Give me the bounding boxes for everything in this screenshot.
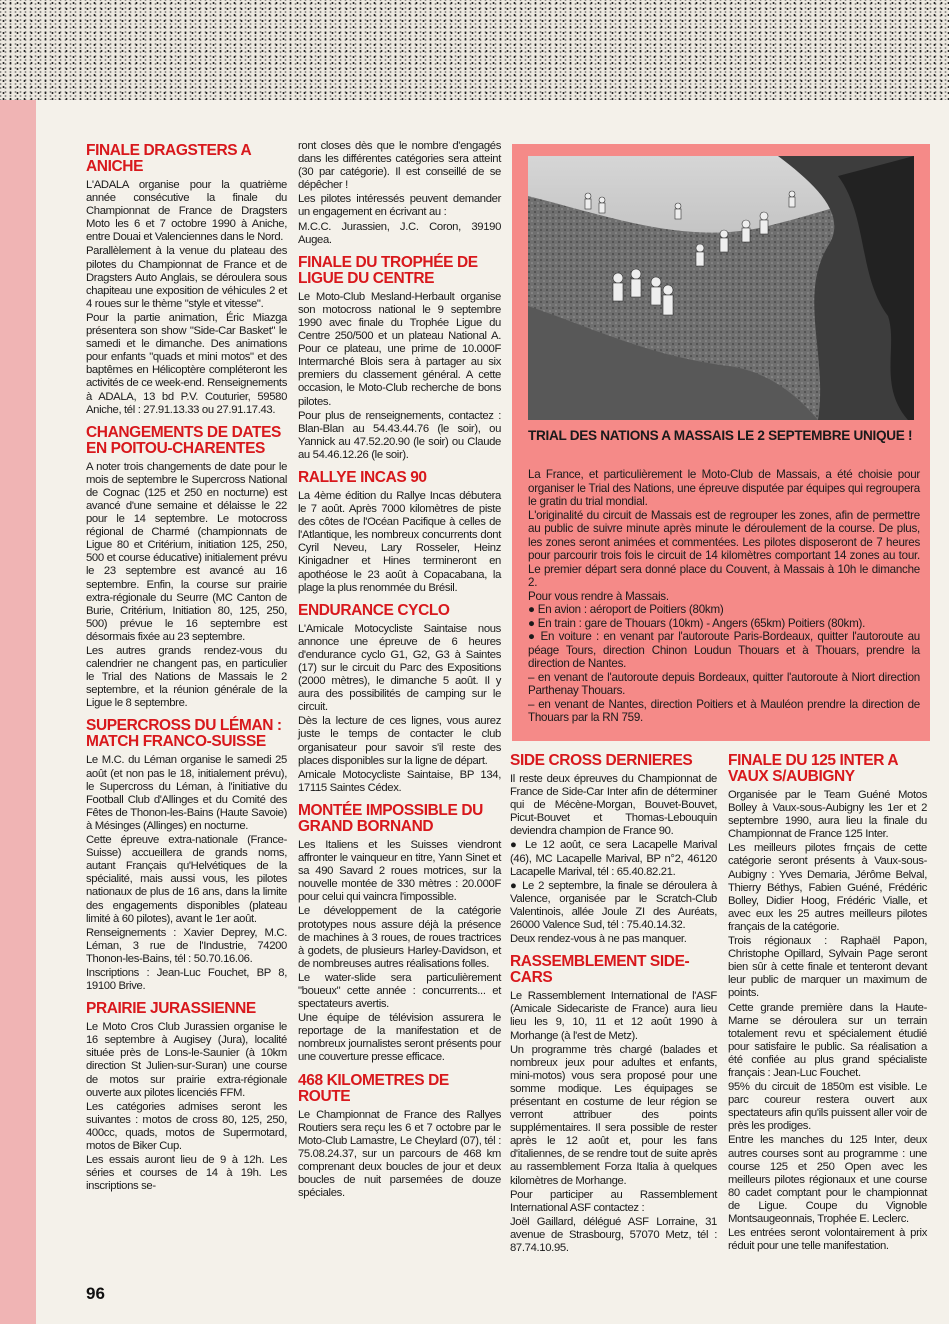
article-paragraph: Le Moto-Club Mesland-Herbault organise son motocross national le 9 septembre 1990 avec finale du Trophée Ligue du Centre 250/500 et un plateau National A. Pour ce plateau, une prime de 10.000F Intermarché Blois sera à partager au six premiers du classement général. A cette occasion, le Moto-Club recherche de bons pilotes. xyxy=(298,290,501,408)
column-1 xyxy=(86,143,287,1194)
article-paragraph: Cette grande première dans la Haute-Marne se déroulera sur un terrain totalement revu et spécialement étudié pour satisfaire le public. Sa réalisation a été confiée au plus grand spécialiste français : Jean-Luc Fouchet. xyxy=(728,1001,927,1079)
article-paragraph: Les Italiens et les Suisses viendront affronter le vainqueur en titre, Yann Sinet et sa 490 Savard 2 roues motrices, sur la nouvelle montée de 330 mètres : 20.000F pour celui qui vaincra l'impossible. xyxy=(298,838,501,904)
article-title-rallye-incas-90: RALLYE INCAS 90 xyxy=(298,468,427,486)
highlight-box-paragraph: L'originalité du circuit de Massais est de regrouper les zones, afin de permettre au public de suivre minute après minute le déroulement de la course. De plus, les zones seront animées et commentées. Les pilotes disposeront de 7 heures pour parcourir trois fois le circuit de 14 kilomètres comportant 14 zones au tour. Le premier départ sera donné place du Couvent, à Massais à 10h le dimanche 2. xyxy=(528,508,920,589)
highlight-box-paragraph: ● En train : gare de Thouars (10km) - Angers (65km) Poitiers (80km). xyxy=(528,616,866,630)
article-paragraph: Les meilleurs pilotes frnçais de cette catégorie seront présents à Vaux-sous-Aubigny : Yves Demaria, Jérôme Belval, Thierry Béthys, Fabien Guéné, Frédéric Bolley, Didier Hoog, Frédéric Vialle, et avec eux les 25 autres meilleurs pilotes français de la catégorie. xyxy=(728,842,927,933)
highlight-box-paragraph: – en venant de l'autoroute depuis Bordeaux, quitter l'autoroute à Niort direction Parthenay Thouars. xyxy=(528,670,920,697)
article-paragraph: Renseignements : Xavier Deprey, M.C. Léman, 3 rue de l'Industrie, 74200 Thonon-les-Bains, tél : 50.70.16.06. xyxy=(86,926,287,965)
highlight-box-title: TRIAL DES NATIONS A MASSAIS LE 2 SEPTEMBRE UNIQUE ! xyxy=(528,428,913,443)
article-paragraph: Le M.C. du Léman organise le samedi 25 août (et non pas le 18, initialement prévu), le Supercross du Léman, à l'initiative du Football Club d'Allinges et du Comité des Fêtes de Thonon-les-Bains (Haute Savoie) à Mésinges (Allinges) en nocturne. xyxy=(86,754,287,832)
highlight-box-body xyxy=(528,468,920,725)
trial-photo-illustration xyxy=(528,156,914,420)
article-paragraph: La 4ème édition du Rallye Incas débutera le 7 août. Après 7000 kilomètres de piste des côtes de l'Océan Pacifique à celles de l'Atlantique, les nombreux concurrents dont Cyril Neveu, Lary Rosseler, Heinz Kinigadner et Hines termineront en apothéose le 23 août à Copacabana, la plage la plus renommée du Brésil. xyxy=(298,489,501,594)
article-title-side-cross-dernieres: SIDE CROSS DERNIERES xyxy=(510,752,693,769)
article-title-468-kilometres-de-route: 468 KILOMETRES DE ROUTE xyxy=(298,1071,449,1105)
article-paragraph: Il reste deux épreuves du Championnat de France de Side-Car Inter afin de déterminer qui de Mécène-Morgan, Bouvet-Bouvet, Picut-Bouvet et Thomas-Lebouquin deviendra champion de France 90. xyxy=(510,773,717,838)
article-title-rassemblement-side-cars: RASSEMBLEMENT SIDE-CARS xyxy=(510,953,690,987)
article-title-changements-de-dates-en-poitou-charentes: CHANGEMENTS DE DATES EN POITOU-CHARENTES xyxy=(86,423,281,457)
article-paragraph: Une équipe de télévision assurera le reportage de la manifestation et de nombreux journalistes seront présents pour une couverture presse efficace. xyxy=(298,1012,501,1064)
column-3 xyxy=(510,753,717,1256)
article-paragraph: Le Rassemblement International de l'ASF (Amicale Sidecariste de France) aura lieu lieu les 9, 10, 11 et 12 août 1990 à Morhange (à l'est de Metz). xyxy=(510,990,717,1042)
article-paragraph: ● Le 2 septembre, la finale se déroulera à Valence, organisée par le Scratch-Club Valentinois, allée Joule ZI des Auréats, 26000 Valence Sud, tél : 75.40.14.32. xyxy=(510,879,717,932)
decorative-dotted-band xyxy=(0,0,949,100)
article-paragraph: Cette épreuve extra-nationale (France-Suisse) accueillera de grands noms, autant Français qu'Helvétiques de la spécialité, mais aussi vous, les pilotes nationaux de plus de 16 ans, dans la limite des engagements disponibles (plateau limité à 60 pilotes), avant le 1er août. xyxy=(86,834,287,925)
article-paragraph: Organisée par le Team Guéné Motos Bolley à Vaux-sous-Aubigny les 1er et 2 septembre 1990, aura lieu la finale du Championnat de France 125 Inter. xyxy=(728,789,927,841)
article-paragraph: Trois régionaux : Raphaël Papon, Christophe Opillard, Sylvain Page seront bien sûr à cette finale et tenteront devant leur public de marquer un maximum de points. xyxy=(728,935,927,1000)
highlight-box-paragraph: – en venant de Nantes, direction Poitiers et à Mauléon prendre la direction de Thouars par la RN 759. xyxy=(528,697,920,724)
article-paragraph: ront closes dès que le nombre d'engagés dans les différentes catégories sera atteint (30 par catégorie). Il est conseillé de se dépêcher ! xyxy=(298,140,501,192)
highlight-box-paragraph: Pour vous rendre à Massais. xyxy=(528,589,669,603)
article-paragraph: Joël Gaillard, délégué ASF Lorraine, 31 avenue de Strasbourg, 57070 Metz, tél : 87.74.10.95. xyxy=(510,1215,717,1254)
article-paragraph: Pour la partie animation, Éric Miazga présentera son show "Side-Car Basket" le samedi et le dimanche. Des animations pour enfants "quads et mini motos" et des baptêmes en Hélicoptère compléteront les activités de ce week-end. Renseignements à ADALA, 13 bd P.V. Couturier, 59580 Aniche, tél : 27.91.13.33 ou 27.91.17.43. xyxy=(86,311,287,416)
trial-photo xyxy=(528,156,914,420)
article-paragraph: M.C.C. Jurassien, J.C. Coron, 39190 Augea. xyxy=(298,220,501,246)
article-paragraph: Les autres grands rendez-vous du calendrier ne changent pas, en particulier le Trial des Nations de Massais le 2 septembre, et la réunion générale de la Ligue le 8 septembre. xyxy=(86,645,287,710)
article-paragraph: Les pilotes intéressés peuvent demander un engagement en écrivant au : xyxy=(298,193,501,219)
article-title-finale-du-125-inter-a-vaux-s-aubigny: FINALE DU 125 INTER A VAUX S/AUBIGNY xyxy=(728,752,898,785)
column-4 xyxy=(728,753,927,1254)
article-paragraph: L'ADALA organise pour la quatrième année consécutive la finale du Championnat de France de Dragsters Moto les 6 et 7 octobre 1990 à Aniche, entre Douai et Valenciennes dans le Nord. xyxy=(86,179,287,244)
article-title-montee-impossible-du-grand-bornand: MONTÉE IMPOSSIBLE DU GRAND BORNAND xyxy=(298,801,483,835)
article-paragraph: L'Amicale Motocycliste Saintaise nous annonce une épreuve de 6 heures d'endurance cyclo G1, G2, G3 à Saintes (17) sur le circuit du Parc des Expositions (2000 mètres), le dimanche 5 août. Il y aura des possibilités de camping sur le circuit. xyxy=(298,622,501,714)
article-paragraph: ● Le 12 août, ce sera Lacapelle Marival (46), MC Lacapelle Marival, BP n°2, 46120 Lacapelle Marival, tél : 65.40.82.21. xyxy=(510,839,717,878)
article-paragraph: Inscriptions : Jean-Luc Fouchet, BP 8, 19100 Brive. xyxy=(86,966,287,993)
article-paragraph: Un programme très chargé (balades et nombreux jeux pour adultes et enfants, mini-motos) vous sera proposé pour une somme modique. Les équipages se présentant en costume de leur région se verront attribuer des points supplémentaires. Il sera possible de rester après le 12 août et, pour les fans d'italiennes, de se rendre tout de suite après au rassemblement Forza Italia à quelques kilomètres de Morhange. xyxy=(510,1043,717,1187)
article-title-supercross-du-leman-match-franco-suisse: SUPERCROSS DU LÉMAN : MATCH FRANCO-SUISSE xyxy=(86,717,282,751)
article-paragraph: Pour plus de renseignements, contactez : Blan-Blan au 54.43.44.76 (le soir), ou Yannick au 47.52.20.90 (le soir) ou Claude au 54.46.12.26 (le soir). xyxy=(298,409,501,461)
article-paragraph: Le développement de la catégorie prototypes nous assure déjà la présence de machines à 3 roues, de roues tractrices à godets, de plusieurs Harley-Davidson, et de nombreuses autres réalisations folles. xyxy=(298,905,501,970)
article-paragraph: Deux rendez-vous à ne pas manquer. xyxy=(510,933,687,946)
article-paragraph: Entre les manches du 125 Inter, deux autres courses sont au programme : une course 125 et 250 Open avec les meilleurs pilotes régionaux et une course 80 cadet comptant pour le championnat de Ligue. Coupe du Vignoble Montsaugeonnais, Trophée E. Leclerc. xyxy=(728,1134,927,1225)
article-title-finale-dragsters-a-aniche: FINALE DRAGSTERS A ANICHE xyxy=(86,142,251,175)
column-2 xyxy=(298,140,501,1201)
article-paragraph: Les entrées seront volontairement à prix réduit pour une telle manifestation. xyxy=(728,1227,927,1253)
article-paragraph: Dès la lecture de ces lignes, vous aurez juste le temps de contacter le club organisateur pour savoir s'il reste des places disponibles sur la ligne de départ. xyxy=(298,715,501,767)
article-paragraph: Pour participer au Rassemblement International ASF contactez : xyxy=(510,1188,717,1214)
article-title-endurance-cyclo: ENDURANCE CYCLO xyxy=(298,601,450,619)
article-paragraph: Le Championnat de France des Rallyes Routiers sera reçu les 6 et 7 octobre par le Moto-Club Lamastre, Le Cheylard (07), tél : 75.08.24.37, sur un parcours de 468 km comprenant deux boucles de jour et deux boucles de nuit parsemées de douze spéciales. xyxy=(298,1108,501,1200)
article-paragraph: Les catégories admises seront les suivantes : motos de cross 80, 125, 250, 400cc, quads, motos de Supermotard, motos de Biker Cup. xyxy=(86,1100,287,1152)
article-paragraph: Les essais auront lieu de 9 à 12h. Les séries et courses de 14 à 19h. Les inscriptions se- xyxy=(86,1154,287,1193)
article-paragraph: Le water-slide sera particulièrement "boueux" cette année : concurrents... et spectateurs avertis. xyxy=(298,971,501,1011)
highlight-box-paragraph: La France, et particulièrement le Moto-Club de Massais, a été choisie pour organiser le Trial des Nations, une épreuve disputée par équipes qui regroupera le gratin du trial mondial. xyxy=(528,468,920,508)
article-paragraph: 95% du circuit de 1850m est visible. Le parc coureur restera ouvert aux spectateurs afin qu'ils puissent aller voir de près les prodiges. xyxy=(728,1081,927,1133)
article-title-prairie-jurassienne: PRAIRIE JURASSIENNE xyxy=(86,1000,256,1018)
article-title-finale-du-trophee-de-ligue-du-centre: FINALE DU TROPHÉE DE LIGUE DU CENTRE xyxy=(298,253,478,287)
highlight-box-paragraph: ● En avion : aéroport de Poitiers (80km) xyxy=(528,603,724,616)
page-number: 96 xyxy=(86,1284,105,1303)
article-paragraph: Amicale Motocycliste Saintaise, BP 134, 17115 Saintes Cédex. xyxy=(298,768,501,794)
article-paragraph: Le Moto Cros Club Jurassien organise le 16 septembre à Augisey (Jura), localité située près de Lons-le-Saunier (à 10km direction St Julien-sur-Suran) une course de motos sur prairie extra-régionale ouverte aux pilotes licenciés FFM. xyxy=(86,1021,287,1099)
highlight-box-paragraph: ● En voiture : en venant par l'autoroute Paris-Bordeaux, quitter l'autoroute au péage Tours, direction Chinon Loudun Thouars et à Thouars, prendre la direction de Nantes. xyxy=(528,630,920,670)
article-paragraph: Parallèlement à la venue du plateau des pilotes du Championnat de France et de Dragsters Auto Anglais, se déroulera sous chapiteau une exposition de véhicules 2 et 4 roues sur le thème "style et vitesse". xyxy=(86,245,287,310)
article-paragraph: A noter trois changements de date pour le mois de septembre le Supercross National de Cognac (125 et 250 en nocturne) est avancé d'une semaine et délaisse le 22 pour le 14 septembre. Le motocross régional de Charmé (championnats de Ligue 80 et Critérium, initiation 125, 250, 500 et course éducative) initialement prévu le 23 septembre est avancé au 16 septembre. Enfin, la course sur prairie extra-régionale du Seurre (MC Canton de Burie, Critérium, Initiation 80, 125, 250, 500) prévue le 16 septembre est désormais fixée au 23 septembre. xyxy=(86,460,287,643)
decorative-pink-margin xyxy=(0,100,36,1324)
